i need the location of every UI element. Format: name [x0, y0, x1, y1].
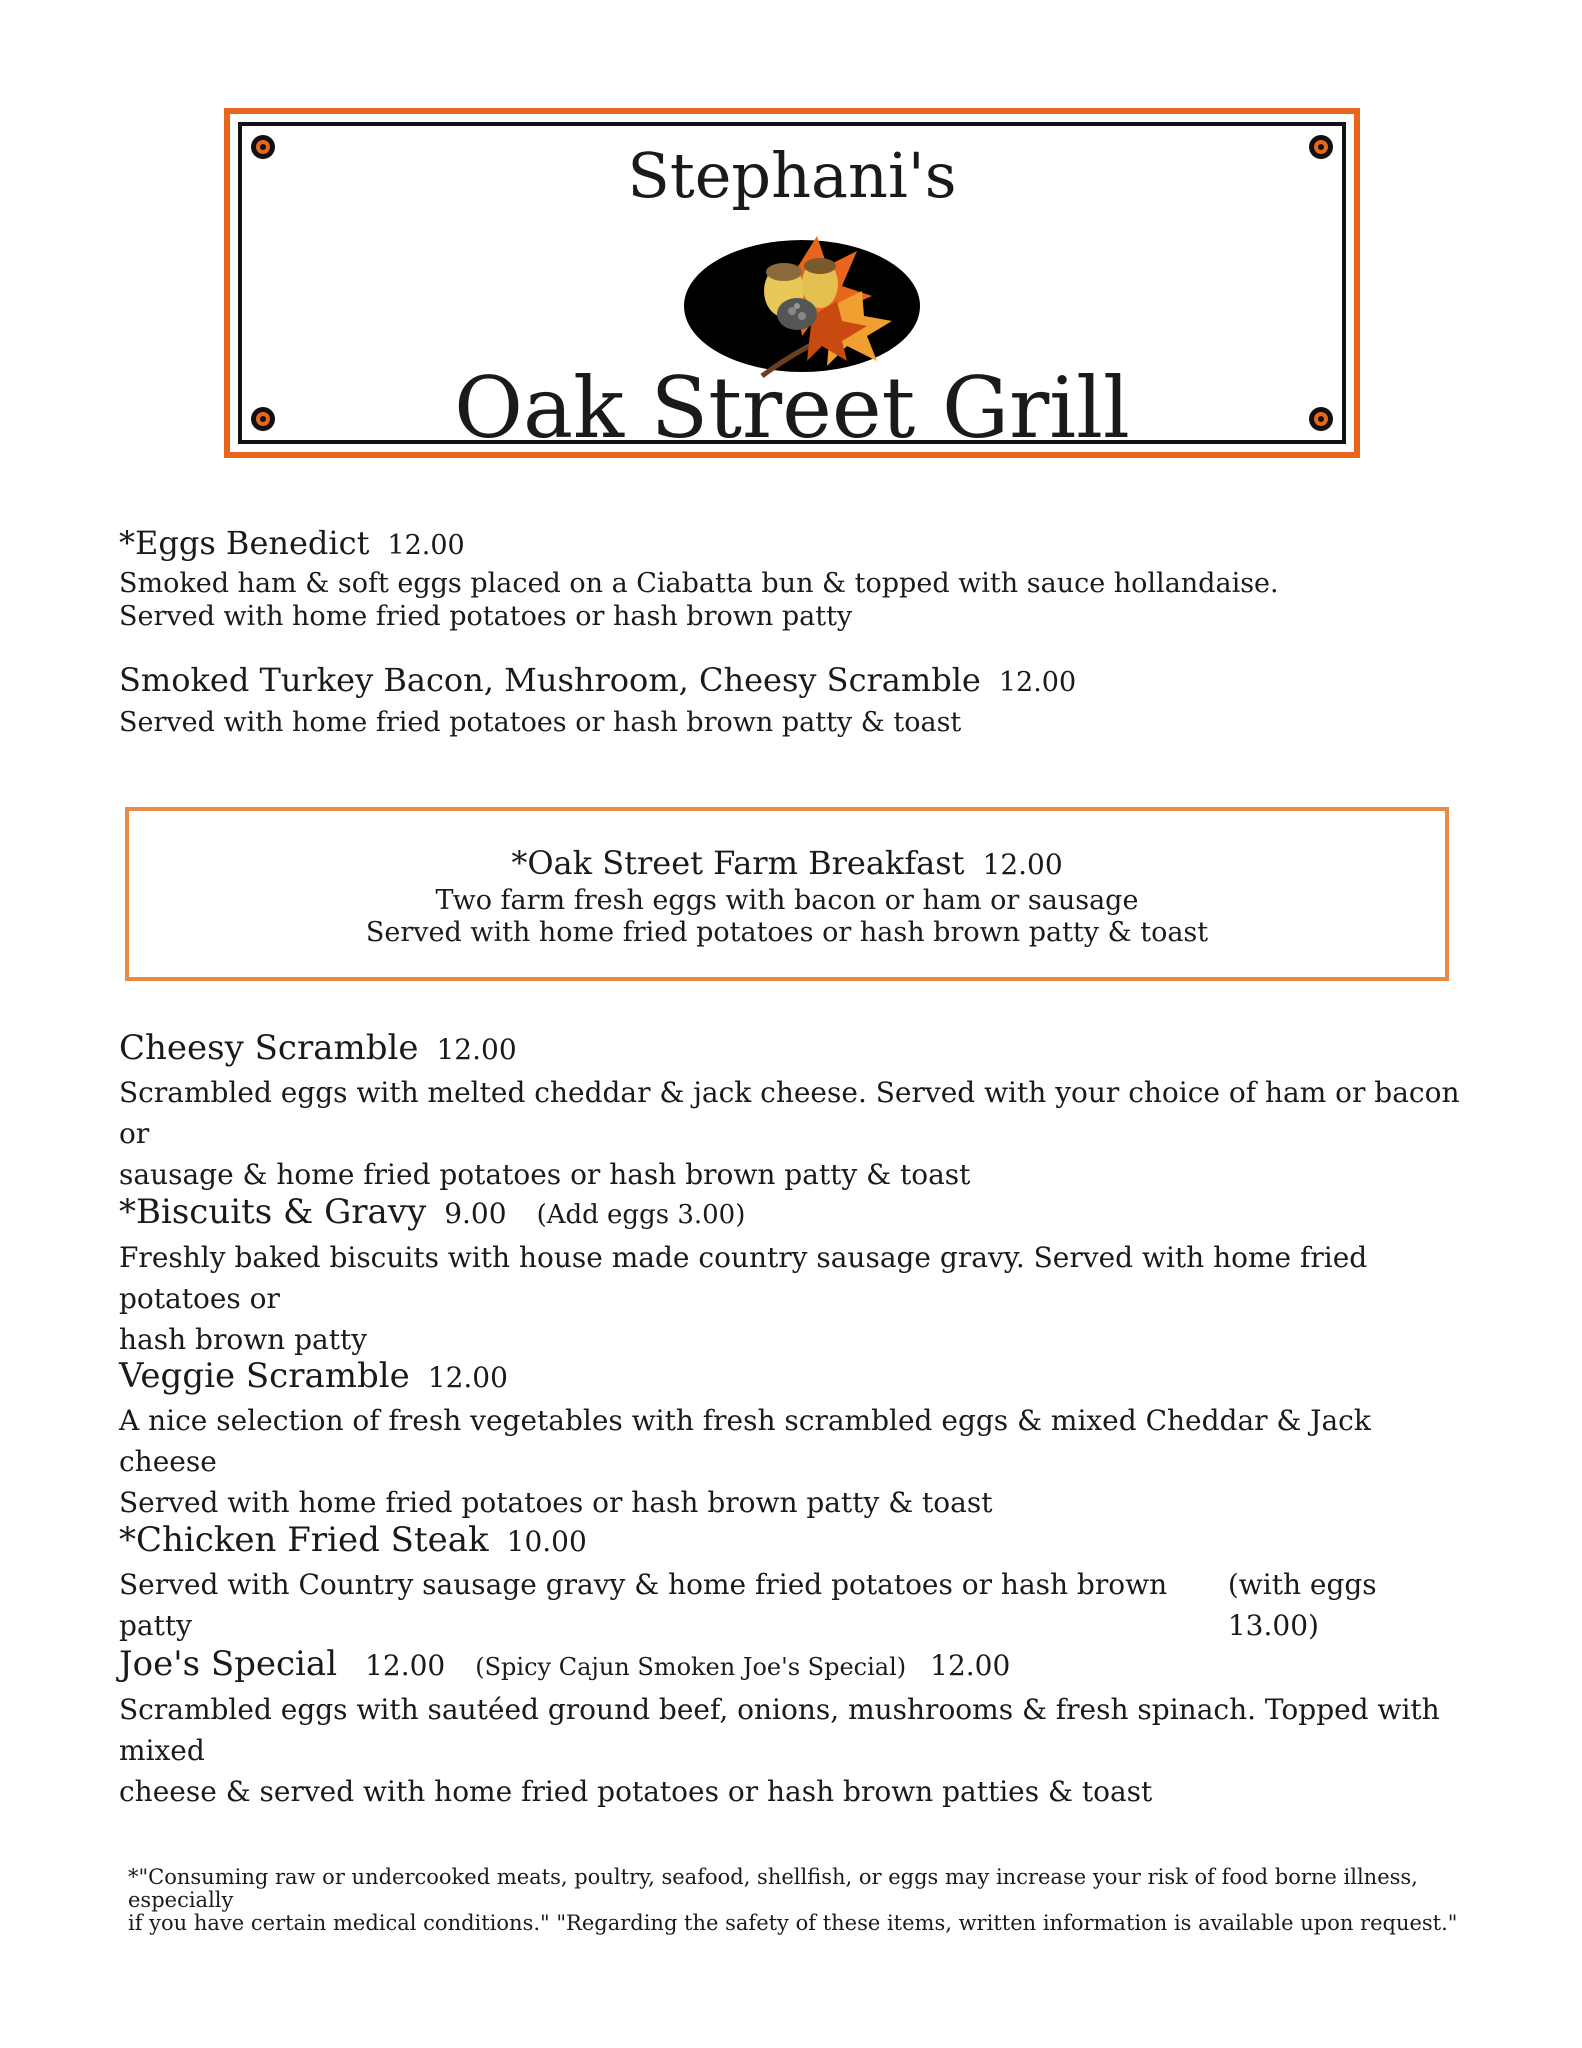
item-price: 10.00 — [506, 1525, 587, 1558]
menu-item-turkey-bacon-scramble — [119, 660, 1472, 739]
menu-item-cheesy-scramble — [119, 1026, 1472, 1195]
featured-item-name: *Oak Street Farm Breakfast — [511, 844, 965, 882]
header-inner-frame — [238, 122, 1346, 457]
item-description: sausage & home fried potatoes or hash brown patty & toast — [119, 1158, 971, 1191]
featured-item-price: 12.00 — [982, 848, 1063, 881]
item-name: Smoked Turkey Bacon, Mushroom, Cheesy Scramble — [119, 661, 981, 699]
item-name: *Biscuits & Gravy — [119, 1192, 427, 1232]
restaurant-name: Oak Street Grill — [454, 359, 1130, 457]
item-name: Cheesy Scramble — [119, 1028, 419, 1068]
featured-item-description: Two farm fresh eggs with bacon or ham or sausage — [435, 885, 1139, 916]
item-description: Served with home fried potatoes or hash brown patty — [119, 601, 853, 632]
item-description: hash brown patty — [119, 1323, 368, 1356]
disclaimer-line: *"Consuming raw or undercooked meats, poultry, seafood, shellfish, or eggs may increase your risk of food borne illness, especially — [128, 1865, 1418, 1912]
item-description: Smoked ham & soft eggs placed on a Ciabatta bun & topped with sauce hollandaise. — [119, 568, 1279, 599]
item-addon-note: (Add eggs 3.00) — [536, 1200, 746, 1230]
item-description: Freshly baked biscuits with house made country sausage gravy. Served with home fried potatoes or — [119, 1241, 1368, 1315]
item-name: *Eggs Benedict — [119, 524, 370, 562]
menu-item-veggie-scramble — [119, 1354, 1472, 1523]
item-price: 12.00 — [387, 530, 465, 561]
item-price: 12.00 — [365, 1649, 446, 1682]
item-name: Veggie Scramble — [119, 1356, 410, 1396]
featured-item-description: Served with home fried potatoes or hash brown patty & toast — [365, 917, 1209, 948]
item-description: A nice selection of fresh vegetables with fresh scrambled eggs & mixed Cheddar & Jack cheese — [119, 1404, 1371, 1478]
header-frame — [224, 108, 1360, 458]
item-description: Scrambled eggs with sautéed ground beef, onions, mushrooms & fresh spinach. Topped with mixed — [119, 1693, 1440, 1767]
item-name: Joe's Special — [119, 1644, 338, 1684]
item-description: Served with Country sausage gravy & home fried potatoes or hash brown patty — [119, 1568, 1168, 1642]
menu-item-biscuits-gravy — [119, 1190, 1472, 1360]
item-variant-note: (Spicy Cajun Smoken Joe's Special) — [475, 1653, 907, 1681]
item-price: 12.00 — [436, 1033, 517, 1066]
menu-item-eggs-benedict — [119, 525, 1472, 633]
featured-item-box — [125, 807, 1449, 981]
item-addon-note: (with eggs 13.00) — [1227, 1568, 1377, 1642]
item-price: 9.00 — [444, 1197, 507, 1230]
restaurant-owner-name: Stephani's — [627, 139, 957, 212]
food-safety-disclaimer — [128, 1866, 1468, 1935]
menu-item-joes-special — [119, 1642, 1472, 1812]
item-description: Served with home fried potatoes or hash brown patty & toast — [119, 707, 962, 738]
item-name: *Chicken Fried Steak — [119, 1520, 489, 1560]
disclaimer-line: if you have certain medical conditions." "Regarding the safety of these items, written information is available upon request." — [128, 1911, 1458, 1935]
item-description: cheese & served with home fried potatoes or hash brown patties & toast — [119, 1775, 1153, 1808]
menu-item-chicken-fried-steak — [119, 1518, 1472, 1646]
item-price: 12.00 — [998, 667, 1077, 698]
item-price: 12.00 — [427, 1361, 508, 1394]
item-description: Scrambled eggs with melted cheddar & jack cheese. Served with your choice of ham or bacon or — [119, 1076, 1460, 1150]
item-variant-price: 12.00 — [930, 1649, 1011, 1682]
item-description: Served with home fried potatoes or hash brown patty & toast — [119, 1486, 993, 1519]
